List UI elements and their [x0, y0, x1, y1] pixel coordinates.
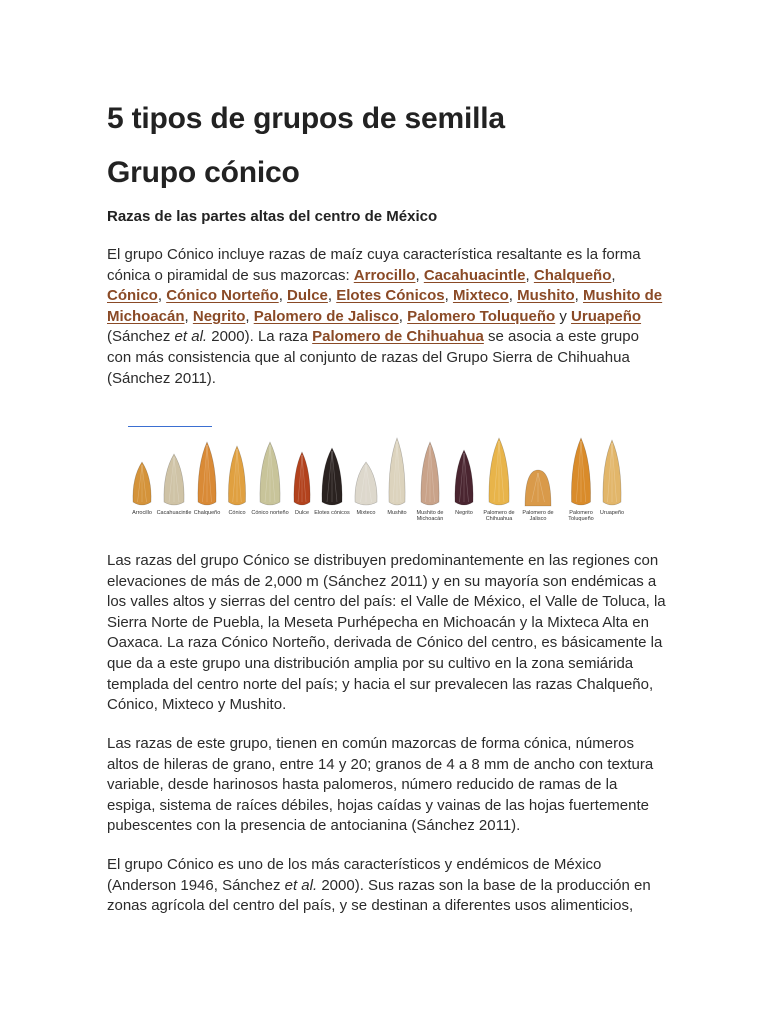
traits-paragraph: Las razas de este grupo, tienen en común mazorcas de forma cónica, números altos de hileras de grano, entre 14 y 20; granos de 4 a 8 mm de ancho con textura variable, desde harinosos hasta palomeros, número reducido de ramas de la espiga, sistema de raíces débiles, hojas caídas y vainas de las hojas fuertemente pubescentes con la presencia de antocianina (Sánchez 2011).	[107, 735, 654, 835]
separator: ,	[508, 287, 518, 305]
link-chalqueno[interactable]: Chalqueño	[533, 266, 612, 284]
corn-races-figure	[126, 432, 648, 528]
cob-label: Cónico	[228, 510, 246, 516]
corn-cob	[389, 438, 405, 505]
corn-cob	[322, 448, 342, 505]
cob-label: Palomero de Chihuahua	[483, 510, 515, 522]
separator: ,	[398, 307, 408, 325]
citation-text: 2000). La raza	[207, 328, 313, 346]
intro-paragraph	[107, 245, 667, 389]
link-dulce[interactable]: Dulce	[287, 287, 328, 305]
corn-cob	[421, 442, 439, 505]
link-palomero-de-jalisco[interactable]: Palomero de Jalisco	[253, 307, 399, 325]
corn-cob	[603, 440, 621, 505]
separator: ,	[525, 266, 534, 284]
link-conico[interactable]: Cónico	[107, 287, 158, 305]
corn-cob	[294, 452, 310, 505]
link-conico-norteno[interactable]: Cónico Norteño	[166, 287, 279, 305]
cob-label: Palomero de Jalisco	[522, 510, 554, 522]
figure-top-rule	[128, 426, 212, 427]
importance-text: El grupo Cónico es uno de los más característicos y endémicos de México (Anderson 1946, Sánchez	[107, 856, 602, 894]
cob-label: Mixteco	[356, 510, 376, 516]
separator: ,	[327, 287, 337, 305]
separator: y	[555, 307, 572, 325]
cob-label: Elotes cónicos	[314, 510, 350, 516]
cob-label: Dulce	[294, 510, 310, 516]
corn-cob	[571, 438, 590, 505]
separator: ,	[157, 287, 167, 305]
corn-cob	[198, 442, 216, 505]
cob-label: Mushito de Michoacán	[416, 510, 444, 522]
cob-label: Palomero Toluqueño	[568, 510, 594, 522]
separator: ,	[184, 307, 193, 325]
cob-label: Uruapeño	[599, 510, 625, 516]
cob-label: Chalqueño	[193, 510, 221, 516]
link-mushito-de-michoacan[interactable]: Mushito de Michoacán	[107, 287, 663, 325]
importance-paragraph	[107, 855, 667, 917]
importance-text: 2000). Sus razas son la base de la producción en zonas agrícola del centro del país, y se destinan a diferentes usos alimenticios,	[107, 876, 651, 915]
section-title: Grupo cónico	[107, 156, 300, 189]
link-palomero-toluqueno[interactable]: Palomero Toluqueño	[407, 307, 556, 325]
link-mixteco[interactable]: Mixteco	[452, 287, 509, 305]
cob-label: Cacahuacintle	[156, 510, 192, 516]
citation-text: (Sánchez	[107, 328, 175, 346]
link-arrocillo[interactable]: Arrocillo	[353, 266, 416, 284]
separator: ,	[444, 287, 453, 305]
separator: ,	[245, 307, 254, 325]
separator: ,	[611, 266, 616, 284]
link-uruapeno[interactable]: Uruapeño	[571, 307, 642, 325]
separator: ,	[278, 287, 288, 305]
citation-etal: et al.	[284, 876, 318, 894]
corn-cob	[355, 462, 377, 505]
link-cacahuacintle[interactable]: Cacahuacintle	[423, 266, 526, 284]
corn-cob	[489, 438, 509, 505]
link-palomero-de-chihuahua[interactable]: Palomero de Chihuahua	[312, 328, 484, 346]
distribution-paragraph: Las razas del grupo Cónico se distribuyen predominantemente en las regiones con elevaciones de más de 2,000 m (Sánchez 2011) y en su mayoría son endémicas a los valles altos y sierras del centro del país: el Valle de México, el Valle de Toluca, la Sierra Norte de Puebla, la Meseta Purhépecha en Michoacán y la Mixteca Alta en Oaxaca. La raza Cónico Norteño, derivada de Cónico del centro, es básicamente la que da a este grupo una distribución amplia por su cultivo en la zona semiárida templada del centro norte del país; y hacia el sur prevalecen las razas Chalqueño, Cónico, Mixteco y Mushito.	[107, 552, 666, 714]
section-subtitle: Razas de las partes altas del centro de México	[107, 208, 438, 225]
cob-label: Mushito	[387, 510, 407, 516]
cob-label: Arrocillo	[132, 510, 152, 516]
corn-cob	[260, 442, 280, 505]
link-elotes-conicos[interactable]: Elotes Cónicos	[336, 287, 445, 305]
link-negrito[interactable]: Negrito	[192, 307, 246, 325]
link-mushito[interactable]: Mushito	[517, 287, 575, 305]
page-title: 5 tipos de grupos de semilla	[107, 102, 505, 135]
corn-cob	[133, 462, 151, 505]
cob-label: Negrito	[455, 510, 473, 516]
corn-cob	[525, 470, 551, 506]
intro-tail-text: se asocia a este grupo con más consistencia que al conjunto de razas del Grupo Sierra de Chihuahua (Sánchez 2011).	[107, 328, 639, 387]
corn-cob	[228, 446, 245, 505]
cob-label: Cónico norteño	[251, 510, 289, 516]
separator: ,	[415, 266, 424, 284]
separator: ,	[574, 287, 583, 305]
intro-text: El grupo Cónico incluye razas de maíz cuya característica resaltante es la forma cónica o piramidal de sus mazorcas:	[107, 246, 641, 284]
corn-cob	[164, 454, 184, 505]
citation-etal: et al.	[174, 328, 208, 346]
corn-cob	[455, 450, 473, 505]
